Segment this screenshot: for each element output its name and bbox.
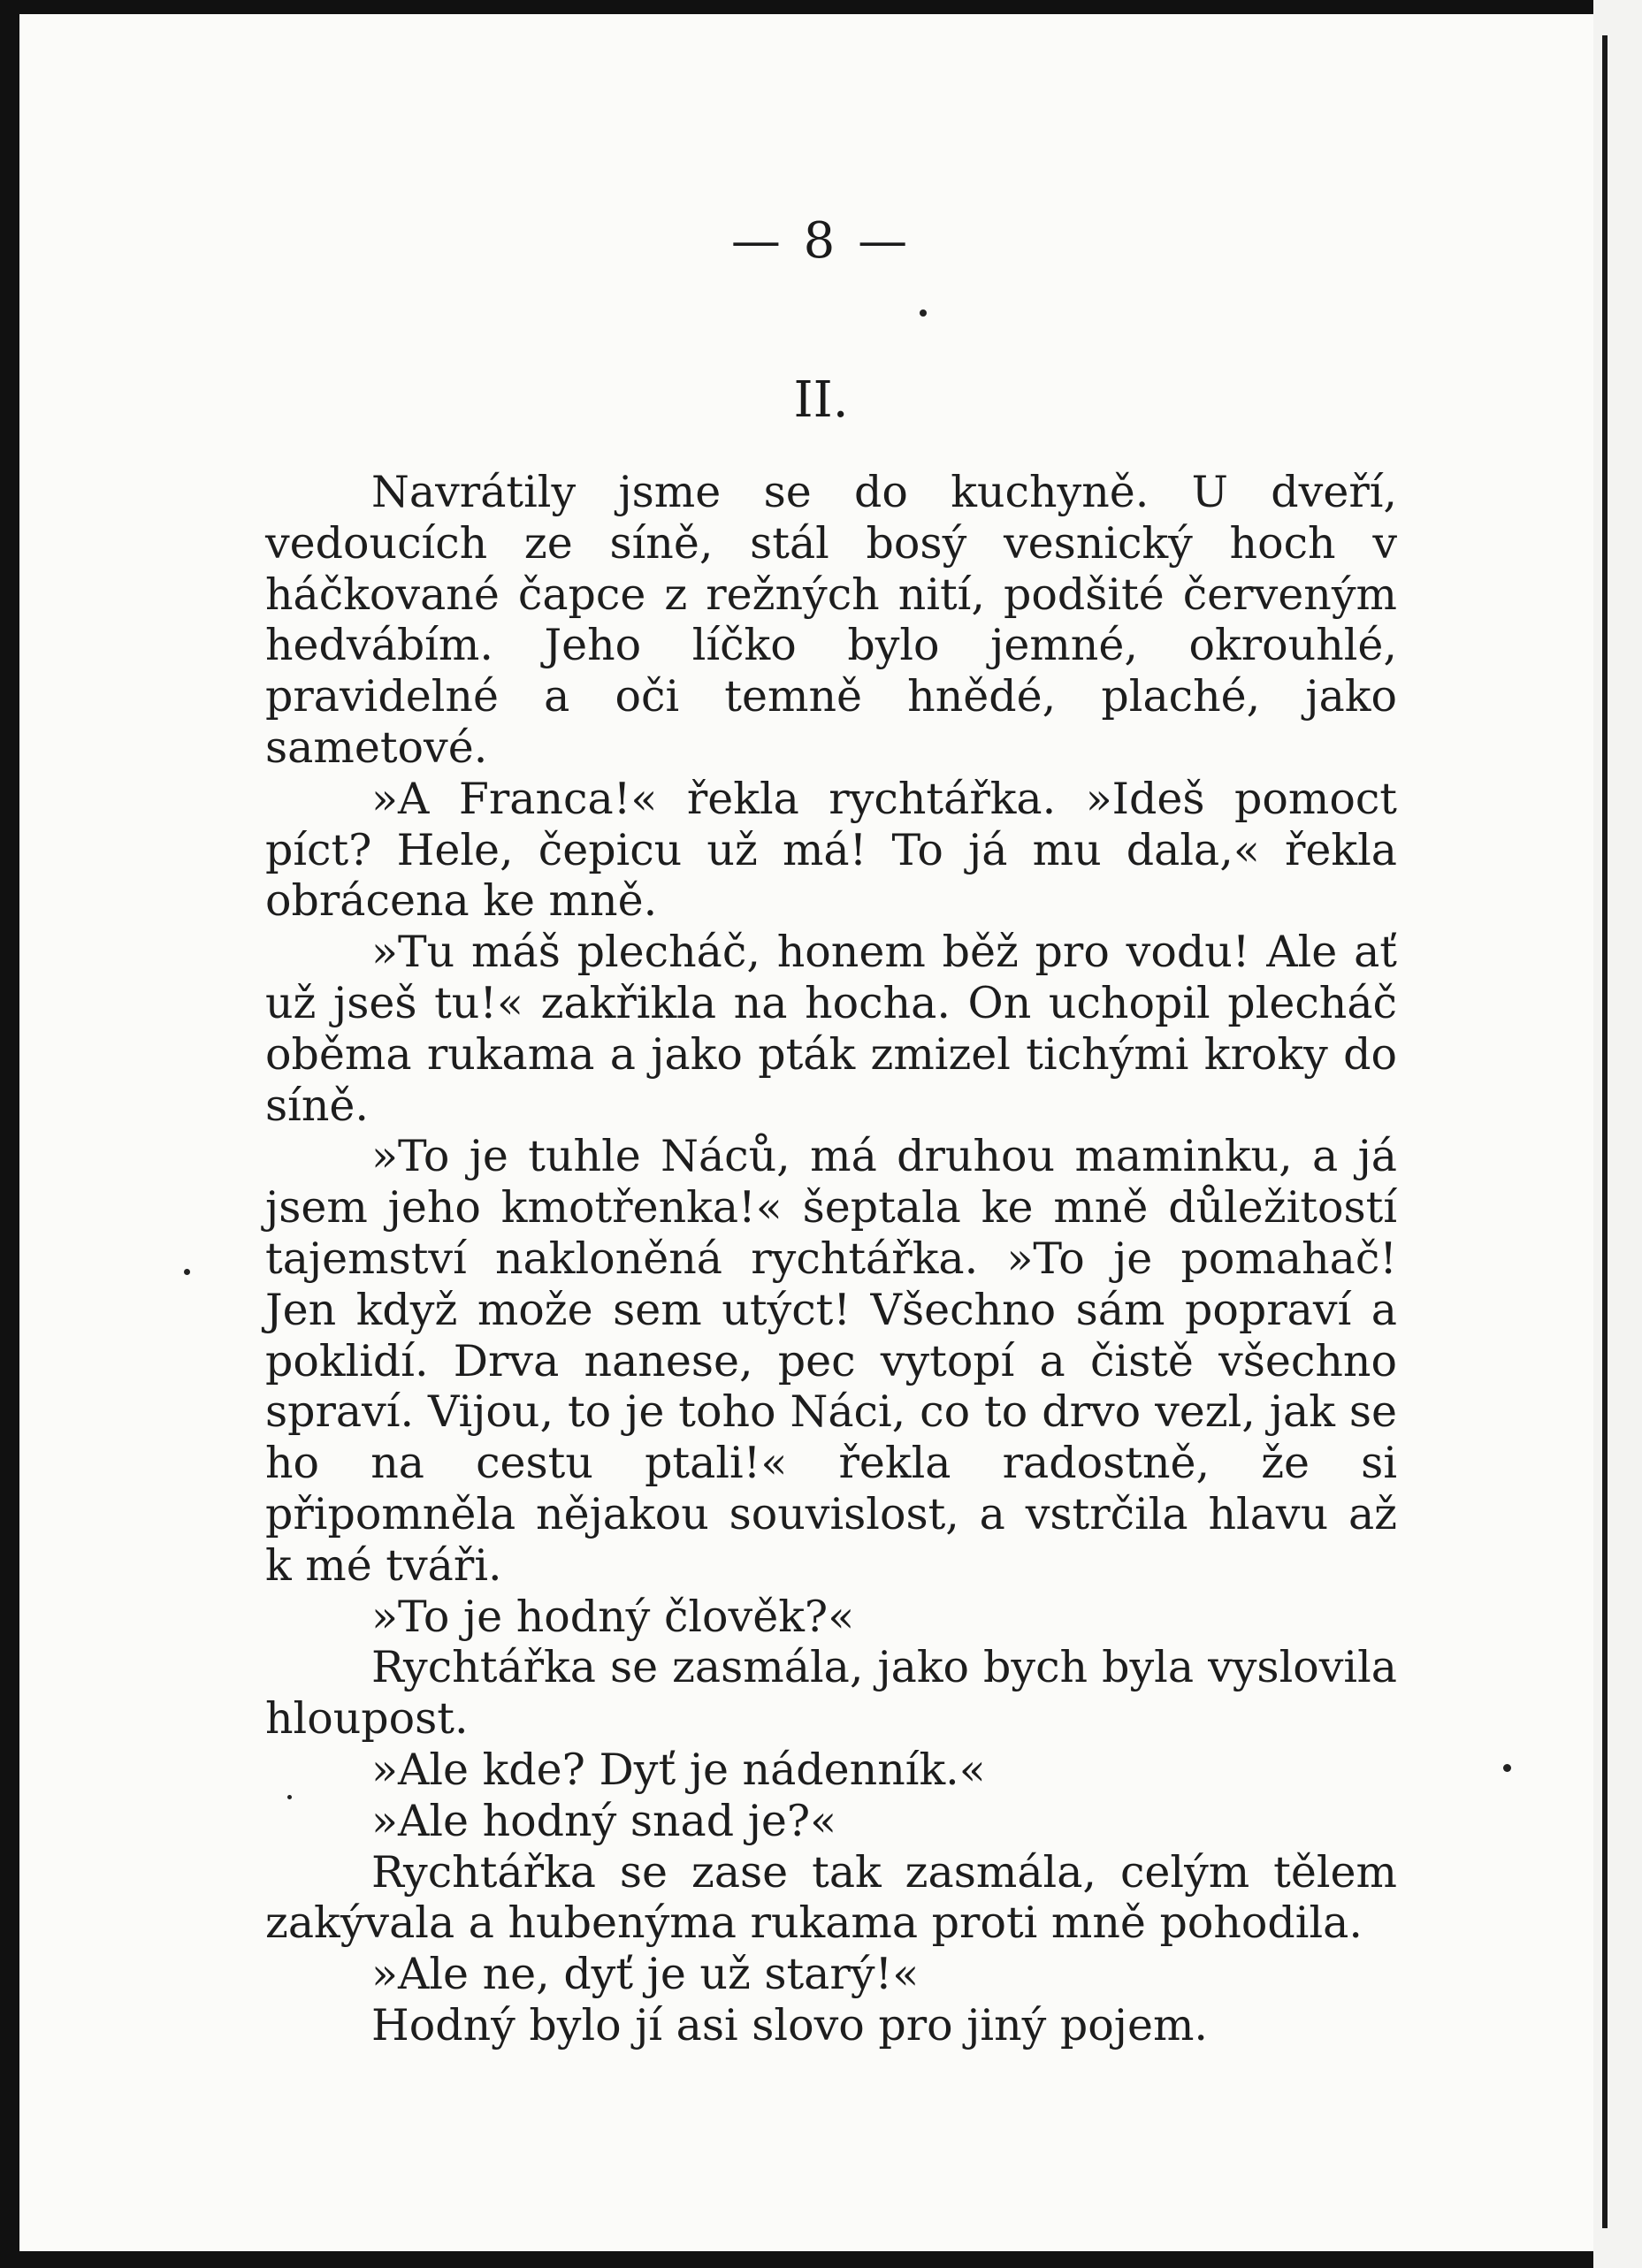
- page-edge: [1593, 0, 1642, 2268]
- paragraph: »A Franca!« řekla rychtářka. »Ideš pomoct píct? Hele, čepicu už má! To já mu dala,« řekla obrácena ke mně.: [265, 773, 1397, 927]
- dust-speck: [287, 1795, 292, 1799]
- paragraph: »To je hodný člověk?«: [371, 1591, 855, 1642]
- chapter-heading: II.: [793, 371, 849, 429]
- paragraph: »Ale ne, dyť je už starý!«: [371, 1949, 920, 2000]
- paragraph: Rychtářka se zasmála, jako bych byla vyslovila hloupost.: [265, 1642, 1397, 1745]
- paragraph: Rychtářka se zase tak zasmála, celým tělem zakývala a hubenýma rukama proti mně pohodila.: [265, 1846, 1397, 1949]
- dust-speck: [184, 1269, 190, 1275]
- paragraph: »Ale kde? Dyť je nádenník.«: [371, 1744, 986, 1795]
- paragraph: Navrátily jsme se do kuchyně. U dveří, vedoucích ze síně, stál bosý vesnický hoch v háčkované čapce z režných nití, podšité červeným hedvábím. Jeho líčko bylo jemné, okrouhlé, pravidelné a oči temně hnědé, plaché, jako sametové.: [265, 467, 1397, 773]
- binding-line: [1602, 35, 1608, 2228]
- dust-speck: [1503, 1764, 1511, 1772]
- paragraph: Hodný bylo jí asi slovo pro jiný pojem.: [371, 1999, 1208, 2050]
- page-number: — 8 —: [730, 212, 912, 270]
- paragraph: »To je tuhle Náců, má druhou maminku, a já jsem jeho kmotřenka!« šeptala ke mně důležitostí tajemství nakloněná rychtářka. »To je pomahač! Jen když može sem utýct! Všechno sám popraví a poklidí. Drva nanese, pec vytopí a čistě všechno spraví. Vijou, to je toho Náci, co to drvo vezl, jak se ho na cestu ptali!« řekla radostně, že si připomněla nějakou souvislost, a vstrčila hlavu až k mé tváři.: [265, 1131, 1397, 1591]
- paragraph: »Tu máš plecháč, honem běž pro vodu! Ale ať už jseš tu!« zakřikla na hocha. On uchopil plecháč oběma rukama a jako pták zmizel tichými kroky do síně.: [265, 927, 1397, 1131]
- body-text: [265, 467, 1397, 2051]
- paragraph: »Ale hodný snad je?«: [371, 1795, 837, 1846]
- dust-speck: [920, 309, 927, 317]
